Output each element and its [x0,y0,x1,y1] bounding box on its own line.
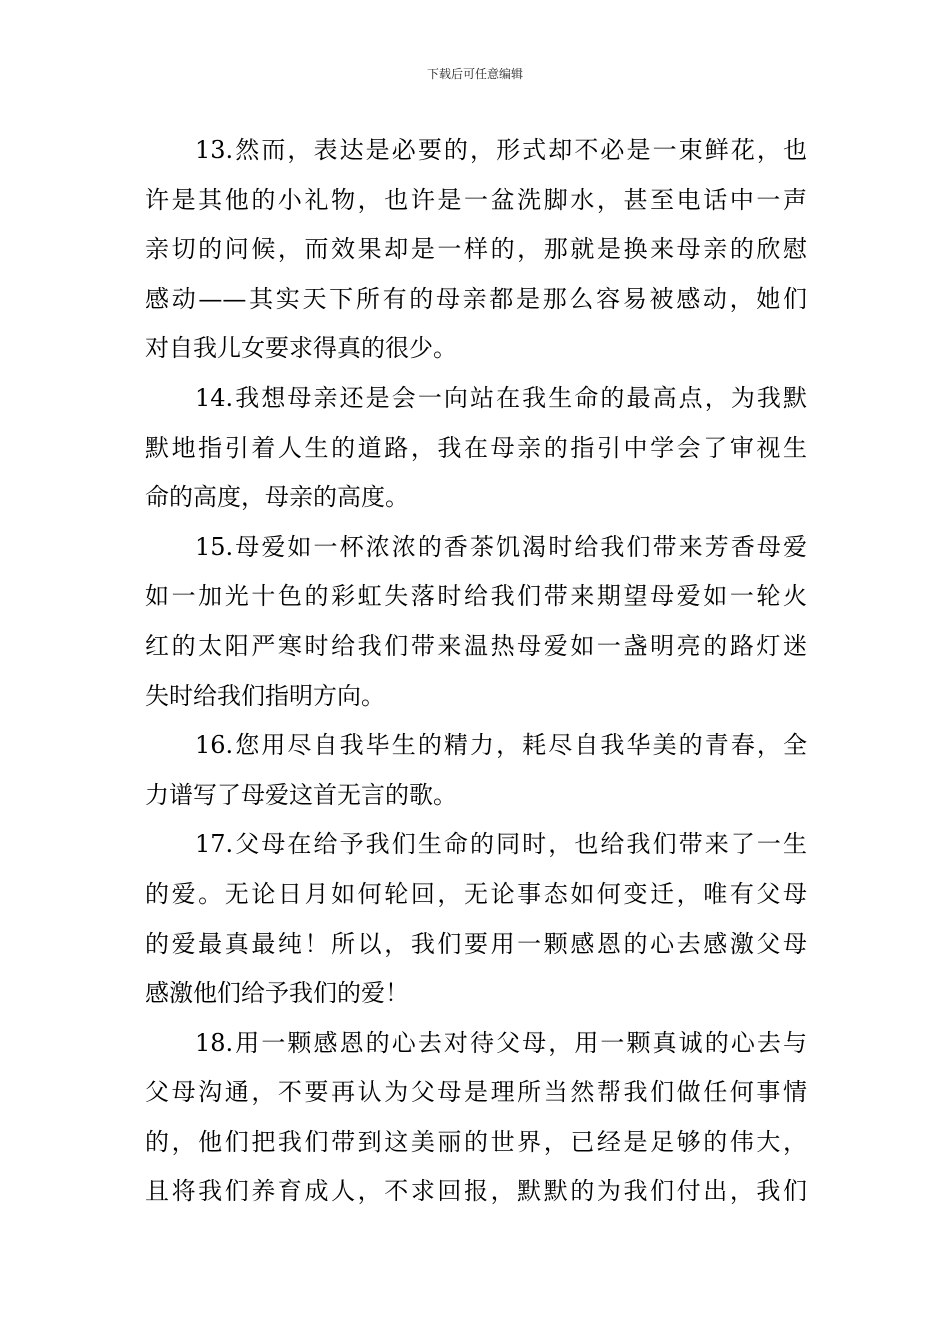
text-line: 父母沟通，不要再认为父母是理所当然帮我们做任何事情 [145,1078,807,1107]
text-line: 17.父母在给予我们生命的同时，也给我们带来了一生 [195,830,807,859]
paragraph-14 [145,374,807,523]
text-line: 红的太阳严寒时给我们带来温热母爱如一盏明亮的路灯迷 [145,631,807,660]
text-line: 的爱。无论日月如何轮回，无论事态如何变迁，唯有父母 [145,879,807,908]
text-line: 亲切的问候，而效果却是一样的，那就是换来母亲的欣慰 [145,235,807,264]
text-line: 的爱最真最纯！所以，我们要用一颗感恩的心去感激父母 [145,929,807,958]
paragraph-17 [145,820,807,1018]
text-line: 对自我儿女要求得真的很少。 [145,334,457,363]
text-line: 15.母爱如一杯浓浓的香茶饥渴时给我们带来芳香母爱 [195,532,807,561]
page-header: 下载后可任意编辑 [426,67,523,81]
text-line: 16.您用尽自我毕生的精力，耗尽自我华美的青春，全 [195,731,807,760]
text-line: 且将我们养育成人，不求回报，默默的为我们付出，我们 [145,1177,807,1206]
text-line: 如一加光十色的彩虹失落时给我们带来期望母爱如一轮火 [145,582,807,611]
text-line: 命的高度，母亲的高度。 [145,483,409,512]
text-line: 力谱写了母爱这首无言的歌。 [145,780,457,809]
text-line: 的，他们把我们带到这美丽的世界，已经是足够的伟大， [145,1127,807,1156]
text-line: 14.我想母亲还是会一向站在我生命的最高点，为我默 [195,383,807,412]
text-line: 感激他们给予我们的爱！ [145,979,409,1008]
paragraph-18 [145,1019,807,1217]
paragraph-16 [145,721,807,820]
text-line: 许是其他的小礼物，也许是一盆洗脚水，甚至电话中一声 [145,185,807,214]
text-line: 失时给我们指明方向。 [145,681,385,710]
paragraph-15 [145,523,807,721]
text-line: 18.用一颗感恩的心去对待父母，用一颗真诚的心去与 [195,1028,807,1057]
text-line: 默地指引着人生的道路，我在母亲的指引中学会了审视生 [145,433,807,462]
text-line: 13.然而，表达是必要的，形式却不必是一束鲜花，也 [195,136,807,164]
paragraph-13 [145,126,807,374]
text-line: 感动——其实天下所有的母亲都是那么容易被感动，她们 [145,284,807,313]
document-body [145,126,807,1217]
